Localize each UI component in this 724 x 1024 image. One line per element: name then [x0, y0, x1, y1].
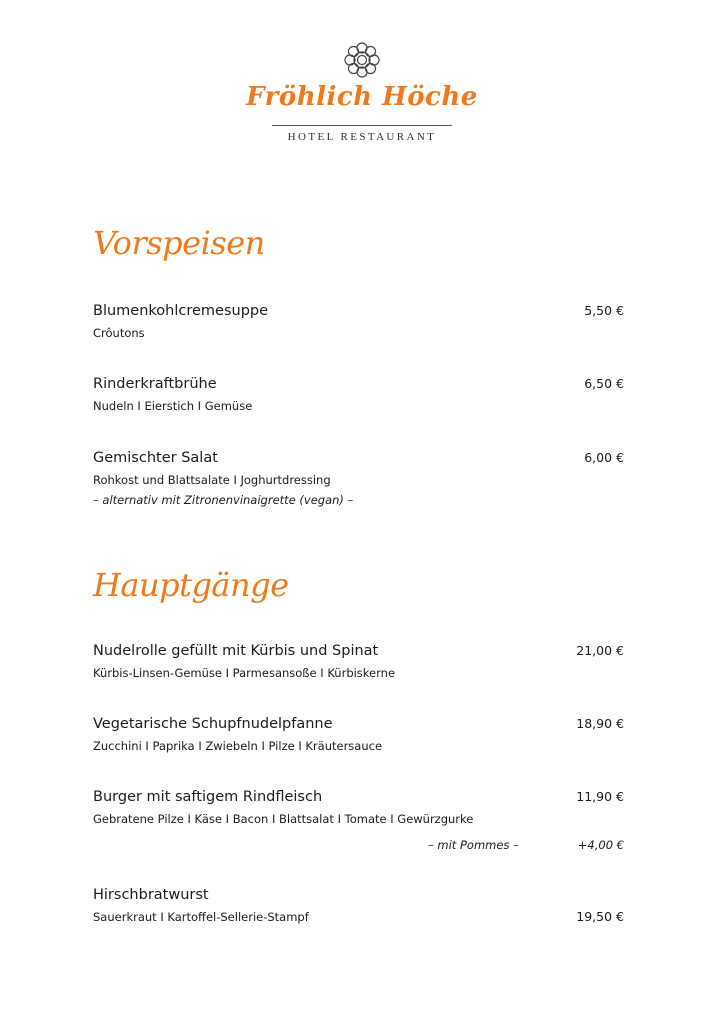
- item-price: 5,50 €: [584, 303, 624, 318]
- item-description: Zucchini I Paprika I Zwiebeln I Pilze I Kräutersauce: [93, 739, 383, 753]
- menu-item: [93, 449, 624, 507]
- menu-item: [93, 375, 624, 413]
- item-price: 19,50 €: [576, 909, 624, 924]
- item-description: Crôutons: [93, 326, 145, 340]
- item-name: Vegetarische Schupfnudelpfanne: [93, 716, 333, 732]
- item-description: Gebratene Pilze I Käse I Bacon I Blattsalat I Tomate I Gewürzgurke: [93, 812, 474, 826]
- item-description: Kürbis-Linsen-Gemüse I Parmesansoße I Kürbiskerne: [93, 666, 396, 680]
- section-title-vorspeisen: Vorspeisen: [93, 224, 265, 262]
- item-description: Rohkost und Blattsalate I Joghurtdressing: [93, 473, 331, 487]
- item-name: Nudelrolle gefüllt mit Kürbis und Spinat: [93, 643, 379, 659]
- section-title-hauptgaenge: Hauptgänge: [93, 566, 289, 604]
- menu-item: [93, 715, 624, 753]
- item-price: 6,00 €: [584, 450, 624, 465]
- item-name: Gemischter Salat: [93, 450, 218, 466]
- item-description: Nudeln I Eierstich I Gemüse: [93, 399, 253, 413]
- item-price: 11,90 €: [576, 789, 624, 804]
- item-price: 18,90 €: [576, 716, 624, 731]
- item-extra-label: – mit Pommes –: [428, 838, 519, 852]
- item-price: 6,50 €: [584, 376, 624, 391]
- item-note: – alternativ mit Zitronenvinaigrette (vegan) –: [93, 493, 354, 507]
- menu-item: [93, 642, 624, 680]
- brand-subtitle: HOTEL RESTAURANT: [287, 131, 437, 143]
- item-extra-price: +4,00 €: [577, 838, 624, 852]
- mandala-icon: [344, 42, 380, 78]
- menu-item: [93, 302, 624, 340]
- item-description: Sauerkraut I Kartoffel-Sellerie-Stampf: [93, 910, 309, 924]
- brand-name: Fröhlich Höche: [246, 82, 478, 112]
- item-name: Hirschbratwurst: [93, 887, 209, 903]
- item-name: Rinderkraftbrühe: [93, 376, 217, 392]
- menu-item: [93, 886, 624, 924]
- item-price: 21,00 €: [576, 643, 624, 658]
- item-name: Blumenkohlcremesuppe: [93, 303, 269, 319]
- menu-item: [93, 788, 624, 826]
- item-name: Burger mit saftigem Rindfleisch: [93, 789, 323, 805]
- brand-divider: [272, 125, 452, 126]
